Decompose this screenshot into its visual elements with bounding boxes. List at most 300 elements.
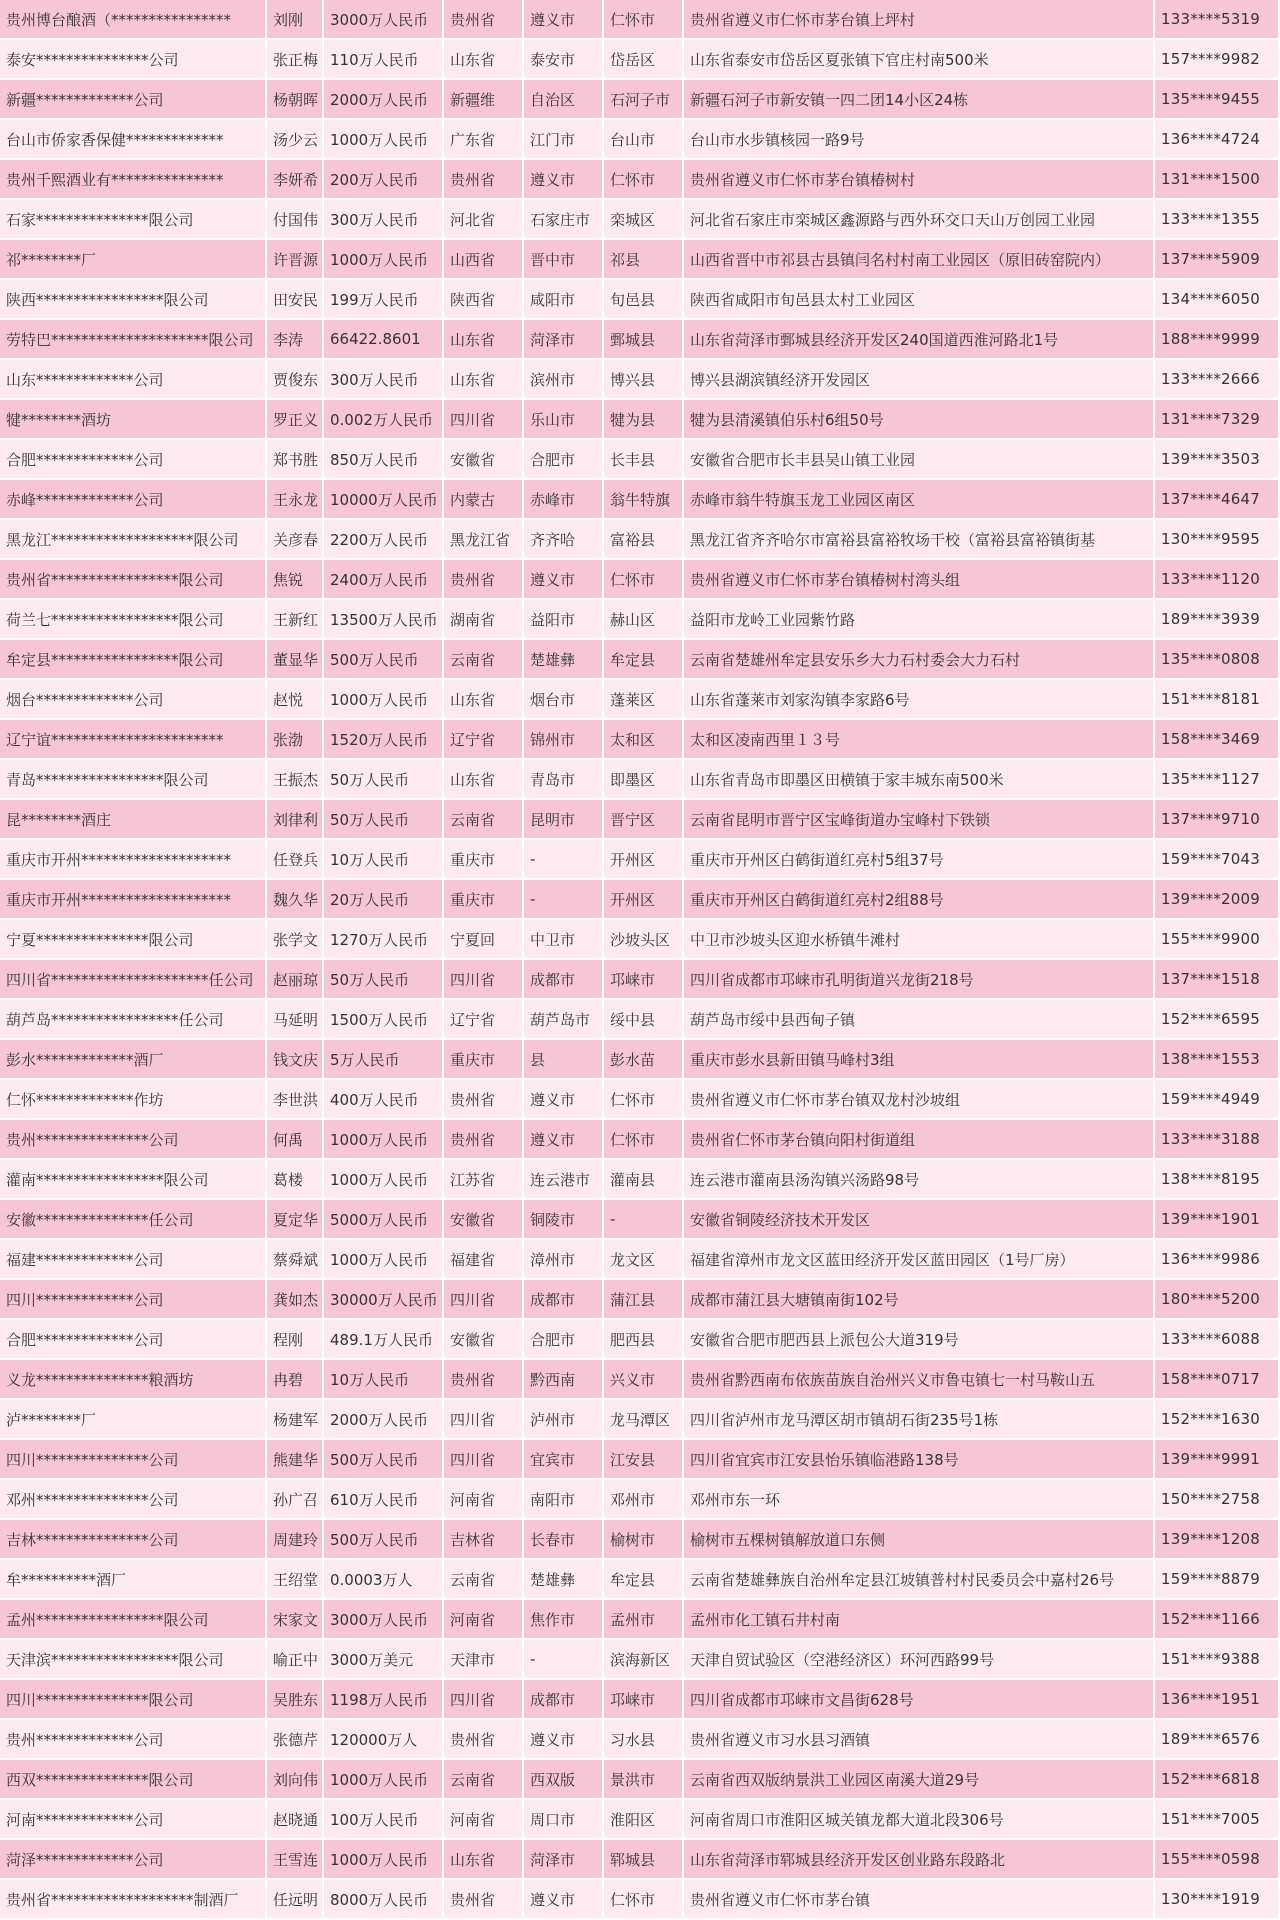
company-name-cell: 重庆市开州******************** [0,840,267,880]
city-cell: 遵义市 [524,1120,604,1160]
address-cell: 四川省宜宾市江安县怡乐镇临港路138号 [684,1440,1155,1480]
province-cell: 贵州省 [444,160,524,200]
address-cell: 犍为县清溪镇伯乐村6组50号 [684,400,1155,440]
capital-cell: 2200万人民币 [324,520,444,560]
phone-cell: 188****9999 [1155,320,1280,360]
capital-cell: 0.002万人民币 [324,400,444,440]
phone-cell: 155****9900 [1155,920,1280,960]
phone-cell: 155****0598 [1155,1840,1280,1880]
legal-person-cell: 董显华 [267,640,324,680]
capital-cell: 1000万人民币 [324,680,444,720]
legal-person-cell: 关彦春 [267,520,324,560]
address-cell: 赤峰市翁牛特旗玉龙工业园区南区 [684,480,1155,520]
table-row [0,1240,1280,1280]
capital-cell: 1000万人民币 [324,1240,444,1280]
company-name-cell: 荷兰七*****************限公司 [0,600,267,640]
province-cell: 贵州省 [444,1880,524,1920]
capital-cell: 500万人民币 [324,1440,444,1480]
district-cell: 榆树市 [604,1520,684,1560]
legal-person-cell: 蔡舜斌 [267,1240,324,1280]
city-cell: 楚雄彝 [524,640,604,680]
district-cell: - [604,1200,684,1240]
province-cell: 陕西省 [444,280,524,320]
province-cell: 四川省 [444,1440,524,1480]
address-cell: 四川省成都市邛崃市文昌街628号 [684,1680,1155,1720]
table-row [0,880,1280,920]
legal-person-cell: 张学文 [267,920,324,960]
district-cell: 栾城区 [604,200,684,240]
company-name-cell: 陕西*****************限公司 [0,280,267,320]
district-cell: 沙坡头区 [604,920,684,960]
company-name-cell: 安徽***************任公司 [0,1200,267,1240]
province-cell: 天津市 [444,1640,524,1680]
capital-cell: 1270万人民币 [324,920,444,960]
phone-cell: 136****4724 [1155,120,1280,160]
legal-person-cell: 任登兵 [267,840,324,880]
capital-cell: 1000万人民币 [324,1120,444,1160]
capital-cell: 300万人民币 [324,200,444,240]
province-cell: 安徽省 [444,1200,524,1240]
district-cell: 开州区 [604,880,684,920]
company-name-cell: 重庆市开州******************** [0,880,267,920]
address-cell: 黑龙江省齐齐哈尔市富裕县富裕牧场干校（富裕县富裕镇街基 [684,520,1155,560]
district-cell: 邓州市 [604,1480,684,1520]
district-cell: 肥西县 [604,1320,684,1360]
province-cell: 云南省 [444,640,524,680]
phone-cell: 133****3188 [1155,1120,1280,1160]
province-cell: 山东省 [444,760,524,800]
table-row [0,160,1280,200]
address-cell: 四川省成都市邛崃市孔明街道兴龙街218号 [684,960,1155,1000]
company-name-cell: 贵州千熙酒业有*************** [0,160,267,200]
phone-cell: 151****7005 [1155,1800,1280,1840]
province-cell: 云南省 [444,1560,524,1600]
capital-cell: 13500万人民币 [324,600,444,640]
district-cell: 仁怀市 [604,160,684,200]
address-cell: 天津自贸试验区（空港经济区）环河西路99号 [684,1640,1155,1680]
company-name-cell: 贵州*************公司 [0,1720,267,1760]
company-name-cell: 辽宁谊*********************** [0,720,267,760]
province-cell: 贵州省 [444,0,524,40]
legal-person-cell: 任远明 [267,1880,324,1920]
district-cell: 博兴县 [604,360,684,400]
table-row [0,640,1280,680]
city-cell: 泰安市 [524,40,604,80]
city-cell: 菏泽市 [524,1840,604,1880]
district-cell: 即墨区 [604,760,684,800]
capital-cell: 1000万人民币 [324,1840,444,1880]
table-row [0,440,1280,480]
district-cell: 岱岳区 [604,40,684,80]
table-row [0,1400,1280,1440]
company-name-cell: 台山市侨家香保健************* [0,120,267,160]
district-cell: 太和区 [604,720,684,760]
address-cell: 贵州省遵义市仁怀市茅台镇上坪村 [684,0,1155,40]
address-cell: 贵州省黔西南布依族苗族自治州兴义市鲁屯镇七一村马鞍山五 [684,1360,1155,1400]
phone-cell: 180****5200 [1155,1280,1280,1320]
district-cell: 孟州市 [604,1600,684,1640]
district-cell: 富裕县 [604,520,684,560]
address-cell: 贵州省遵义市仁怀市茅台镇 [684,1880,1155,1920]
city-cell: - [524,880,604,920]
table-row [0,1200,1280,1240]
district-cell: 景洪市 [604,1760,684,1800]
district-cell: 郓城县 [604,1840,684,1880]
province-cell: 山东省 [444,320,524,360]
capital-cell: 8000万人民币 [324,1880,444,1920]
company-name-cell: 赤峰*************公司 [0,480,267,520]
city-cell: 晋中市 [524,240,604,280]
address-cell: 重庆市开州区白鹤街道红亮村5组37号 [684,840,1155,880]
province-cell: 重庆市 [444,1040,524,1080]
company-name-cell: 邓州***************公司 [0,1480,267,1520]
capital-cell: 10万人民币 [324,1360,444,1400]
phone-cell: 137****9710 [1155,800,1280,840]
district-cell: 犍为县 [604,400,684,440]
phone-cell: 189****3939 [1155,600,1280,640]
phone-cell: 137****5909 [1155,240,1280,280]
province-cell: 河南省 [444,1600,524,1640]
legal-person-cell: 王振杰 [267,760,324,800]
district-cell: 翁牛特旗 [604,480,684,520]
legal-person-cell: 刘刚 [267,0,324,40]
table-row [0,800,1280,840]
address-cell: 新疆石河子市新安镇一四二团14小区24栋 [684,80,1155,120]
company-name-cell: 泰安***************公司 [0,40,267,80]
province-cell: 吉林省 [444,1520,524,1560]
table-row [0,1280,1280,1320]
legal-person-cell: 周建玲 [267,1520,324,1560]
phone-cell: 139****2009 [1155,880,1280,920]
legal-person-cell: 冉碧 [267,1360,324,1400]
legal-person-cell: 赵丽琼 [267,960,324,1000]
table-row [0,840,1280,880]
table-row [0,1680,1280,1720]
phone-cell: 152****1630 [1155,1400,1280,1440]
company-name-cell: 黑龙江*******************限公司 [0,520,267,560]
phone-cell: 159****4949 [1155,1080,1280,1120]
city-cell: 宜宾市 [524,1440,604,1480]
province-cell: 山东省 [444,360,524,400]
district-cell: 淮阳区 [604,1800,684,1840]
province-cell: 山西省 [444,240,524,280]
phone-cell: 135****1127 [1155,760,1280,800]
legal-person-cell: 刘律利 [267,800,324,840]
legal-person-cell: 葛楼 [267,1160,324,1200]
capital-cell: 0.0003万人 [324,1560,444,1600]
address-cell: 重庆市开州区白鹤街道红亮村2组88号 [684,880,1155,920]
province-cell: 四川省 [444,1280,524,1320]
province-cell: 新疆维 [444,80,524,120]
district-cell: 彭水苗 [604,1040,684,1080]
province-cell: 辽宁省 [444,720,524,760]
legal-person-cell: 张渤 [267,720,324,760]
address-cell: 孟州市化工镇石井村南 [684,1600,1155,1640]
company-name-cell: 四川*************公司 [0,1280,267,1320]
capital-cell: 610万人民币 [324,1480,444,1520]
district-cell: 晋宁区 [604,800,684,840]
legal-person-cell: 马延明 [267,1000,324,1040]
legal-person-cell: 田安民 [267,280,324,320]
legal-person-cell: 杨朝晖 [267,80,324,120]
legal-person-cell: 宋家文 [267,1600,324,1640]
province-cell: 内蒙古 [444,480,524,520]
capital-cell: 489.1万人民币 [324,1320,444,1360]
district-cell: 仁怀市 [604,1080,684,1120]
city-cell: 滨州市 [524,360,604,400]
legal-person-cell: 熊建华 [267,1440,324,1480]
capital-cell: 1500万人民币 [324,1000,444,1040]
city-cell: 遵义市 [524,160,604,200]
legal-person-cell: 赵悦 [267,680,324,720]
table-row [0,1320,1280,1360]
province-cell: 重庆市 [444,840,524,880]
province-cell: 云南省 [444,1760,524,1800]
phone-cell: 159****7043 [1155,840,1280,880]
district-cell: 仁怀市 [604,1120,684,1160]
table-row [0,0,1280,40]
city-cell: 合肥市 [524,440,604,480]
legal-person-cell: 孙广召 [267,1480,324,1520]
province-cell: 河北省 [444,200,524,240]
city-cell: 赤峰市 [524,480,604,520]
company-name-cell: 吉林***************公司 [0,1520,267,1560]
city-cell: 遵义市 [524,560,604,600]
city-cell: 锦州市 [524,720,604,760]
table-row [0,560,1280,600]
phone-cell: 135****0808 [1155,640,1280,680]
company-name-cell: 天津滨*****************限公司 [0,1640,267,1680]
table-row [0,1880,1280,1920]
phone-cell: 133****2666 [1155,360,1280,400]
capital-cell: 199万人民币 [324,280,444,320]
province-cell: 四川省 [444,960,524,1000]
table-row [0,280,1280,320]
province-cell: 四川省 [444,1680,524,1720]
table-row [0,760,1280,800]
city-cell: 葫芦岛市 [524,1000,604,1040]
address-cell: 重庆市彭水县新田镇马峰村3组 [684,1040,1155,1080]
table-row [0,1840,1280,1880]
district-cell: 牟定县 [604,1560,684,1600]
legal-person-cell: 许晋源 [267,240,324,280]
address-cell: 云南省昆明市晋宁区宝峰街道办宝峰村下铁锁 [684,800,1155,840]
address-cell: 四川省泸州市龙马潭区胡市镇胡石街235号1栋 [684,1400,1155,1440]
province-cell: 贵州省 [444,1360,524,1400]
address-cell: 云南省西双版纳景洪工业园区南溪大道29号 [684,1760,1155,1800]
city-cell: 咸阳市 [524,280,604,320]
phone-cell: 133****6088 [1155,1320,1280,1360]
address-cell: 陕西省咸阳市旬邑县太村工业园区 [684,280,1155,320]
legal-person-cell: 贾俊东 [267,360,324,400]
district-cell: 蓬莱区 [604,680,684,720]
legal-person-cell: 钱文庆 [267,1040,324,1080]
table-row [0,240,1280,280]
table-row [0,920,1280,960]
city-cell: 益阳市 [524,600,604,640]
phone-cell: 152****1166 [1155,1600,1280,1640]
legal-person-cell: 杨建军 [267,1400,324,1440]
phone-cell: 133****5319 [1155,0,1280,40]
table-row [0,1440,1280,1480]
phone-cell: 151****8181 [1155,680,1280,720]
city-cell: 中卫市 [524,920,604,960]
company-name-cell: 合肥*************公司 [0,1320,267,1360]
company-name-cell: 四川省*********************任公司 [0,960,267,1000]
company-name-cell: 劳特巴*********************限公司 [0,320,267,360]
capital-cell: 10万人民币 [324,840,444,880]
province-cell: 河南省 [444,1800,524,1840]
phone-cell: 136****9986 [1155,1240,1280,1280]
district-cell: 旬邑县 [604,280,684,320]
company-name-cell: 新疆*************公司 [0,80,267,120]
table-row [0,1520,1280,1560]
province-cell: 山东省 [444,1840,524,1880]
capital-cell: 500万人民币 [324,1520,444,1560]
table-row [0,520,1280,560]
company-name-cell: 彭水*************酒厂 [0,1040,267,1080]
phone-cell: 130****9595 [1155,520,1280,560]
capital-cell: 50万人民币 [324,760,444,800]
table-row [0,200,1280,240]
city-cell: 齐齐哈 [524,520,604,560]
address-cell: 贵州省遵义市仁怀市茅台镇椿树村 [684,160,1155,200]
legal-person-cell: 罗正义 [267,400,324,440]
table-row [0,480,1280,520]
province-cell: 宁夏回 [444,920,524,960]
capital-cell: 50万人民币 [324,960,444,1000]
city-cell: 合肥市 [524,1320,604,1360]
company-name-cell: 福建*************公司 [0,1240,267,1280]
city-cell: 青岛市 [524,760,604,800]
address-cell: 山东省泰安市岱岳区夏张镇下官庄村南500米 [684,40,1155,80]
province-cell: 四川省 [444,1400,524,1440]
phone-cell: 134****6050 [1155,280,1280,320]
district-cell: 台山市 [604,120,684,160]
phone-cell: 158****0717 [1155,1360,1280,1400]
company-name-cell: 四川***************公司 [0,1440,267,1480]
phone-cell: 135****9455 [1155,80,1280,120]
legal-person-cell: 张正梅 [267,40,324,80]
province-cell: 广东省 [444,120,524,160]
capital-cell: 1198万人民币 [324,1680,444,1720]
legal-person-cell: 张德芹 [267,1720,324,1760]
city-cell: 菏泽市 [524,320,604,360]
company-name-cell: 义龙***************粮酒坊 [0,1360,267,1400]
phone-cell: 150****2758 [1155,1480,1280,1520]
legal-person-cell: 焦锐 [267,560,324,600]
district-cell: 灌南县 [604,1160,684,1200]
table-row [0,1600,1280,1640]
address-cell: 贵州省仁怀市茅台镇向阳村街道组 [684,1120,1155,1160]
company-name-cell: 合肥*************公司 [0,440,267,480]
legal-person-cell: 龚如杰 [267,1280,324,1320]
table-row [0,120,1280,160]
phone-cell: 137****1518 [1155,960,1280,1000]
table-row [0,1480,1280,1520]
capital-cell: 1000万人民币 [324,240,444,280]
capital-cell: 3000万美元 [324,1640,444,1680]
city-cell: 焦作市 [524,1600,604,1640]
capital-cell: 400万人民币 [324,1080,444,1120]
address-cell: 台山市水步镇核园一路9号 [684,120,1155,160]
table-row [0,1560,1280,1600]
company-name-cell: 灌南*****************限公司 [0,1160,267,1200]
district-cell: 邛崃市 [604,960,684,1000]
province-cell: 重庆市 [444,880,524,920]
address-cell: 葫芦岛市绥中县西甸子镇 [684,1000,1155,1040]
province-cell: 安徽省 [444,1320,524,1360]
phone-cell: 139****9991 [1155,1440,1280,1480]
legal-person-cell: 喻正中 [267,1640,324,1680]
table-row [0,1800,1280,1840]
capital-cell: 2400万人民币 [324,560,444,600]
province-cell: 贵州省 [444,560,524,600]
capital-cell: 500万人民币 [324,640,444,680]
company-name-cell: 山东*************公司 [0,360,267,400]
company-name-cell: 青岛*****************限公司 [0,760,267,800]
company-name-cell: 西双***************限公司 [0,1760,267,1800]
capital-cell: 1000万人民币 [324,1160,444,1200]
district-cell: 绥中县 [604,1000,684,1040]
capital-cell: 20万人民币 [324,880,444,920]
city-cell: 昆明市 [524,800,604,840]
address-cell: 山东省蓬莱市刘家沟镇李家路6号 [684,680,1155,720]
phone-cell: 151****9388 [1155,1640,1280,1680]
table-row [0,1640,1280,1680]
address-cell: 安徽省铜陵经济技术开发区 [684,1200,1155,1240]
legal-person-cell: 刘向伟 [267,1760,324,1800]
phone-cell: 137****4647 [1155,480,1280,520]
capital-cell: 1000万人民币 [324,120,444,160]
city-cell: 乐山市 [524,400,604,440]
table-row [0,1760,1280,1800]
city-cell: 长春市 [524,1520,604,1560]
city-cell: 西双版 [524,1760,604,1800]
capital-cell: 10000万人民币 [324,480,444,520]
capital-cell: 300万人民币 [324,360,444,400]
district-cell: 赫山区 [604,600,684,640]
address-cell: 榆树市五棵树镇解放道口东侧 [684,1520,1155,1560]
phone-cell: 159****8879 [1155,1560,1280,1600]
province-cell: 辽宁省 [444,1000,524,1040]
capital-cell: 2000万人民币 [324,80,444,120]
phone-cell: 130****1919 [1155,1880,1280,1920]
district-cell: 滨海新区 [604,1640,684,1680]
city-cell: 楚雄彝 [524,1560,604,1600]
phone-cell: 139****3503 [1155,440,1280,480]
address-cell: 山东省菏泽市鄄城县经济开发区240国道西淮河路北1号 [684,320,1155,360]
capital-cell: 200万人民币 [324,160,444,200]
province-cell: 山东省 [444,680,524,720]
company-name-cell: 贵州省*****************限公司 [0,560,267,600]
legal-person-cell: 王雪连 [267,1840,324,1880]
address-cell: 山东省菏泽市郓城县经济开发区创业路东段路北 [684,1840,1155,1880]
table-row [0,720,1280,760]
address-cell: 连云港市灌南县汤沟镇兴汤路98号 [684,1160,1155,1200]
company-name-cell: 四川***************限公司 [0,1680,267,1720]
capital-cell: 100万人民币 [324,1800,444,1840]
phone-cell: 133****1120 [1155,560,1280,600]
phone-cell: 138****1553 [1155,1040,1280,1080]
city-cell: 成都市 [524,1280,604,1320]
capital-cell: 110万人民币 [324,40,444,80]
address-cell: 益阳市龙岭工业园紫竹路 [684,600,1155,640]
province-cell: 贵州省 [444,1120,524,1160]
province-cell: 云南省 [444,800,524,840]
capital-cell: 3000万人民币 [324,1600,444,1640]
city-cell: 漳州市 [524,1240,604,1280]
